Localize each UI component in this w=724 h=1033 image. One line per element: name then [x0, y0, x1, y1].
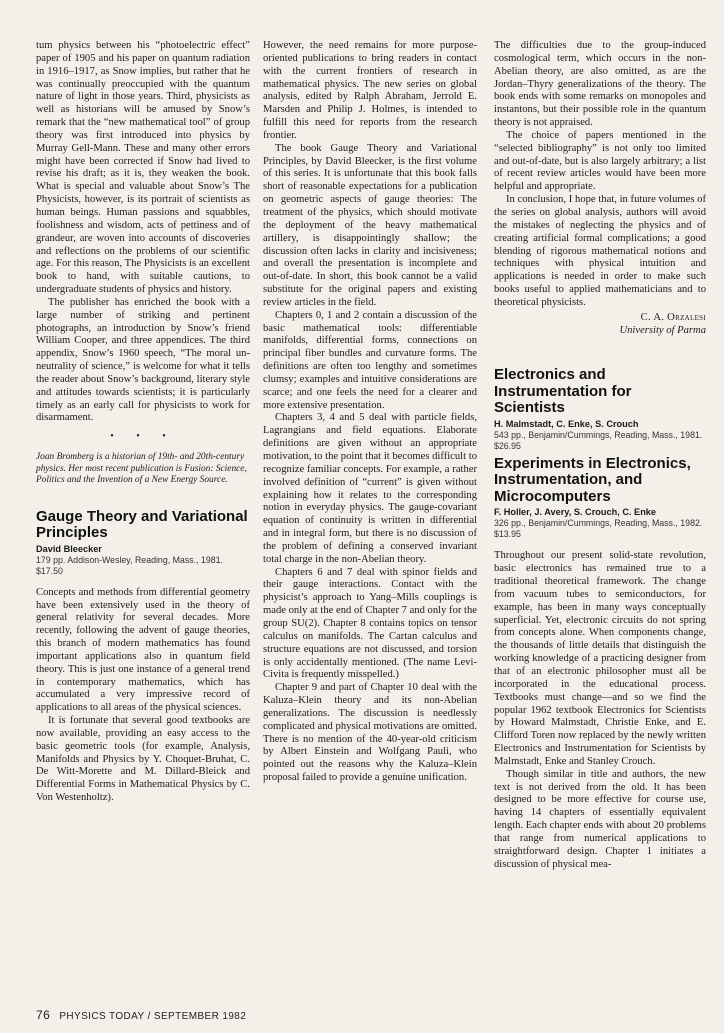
- book-publication-info: 326 pp., Benjamin/Cummings, Reading, Mass., 1982. $13.95: [494, 518, 703, 540]
- column-2: [263, 40, 477, 785]
- book-authors: H. Malmstadt, C. Enke, S. Crouch: [494, 418, 639, 429]
- paragraph: Chapters 6 and 7 deal with spinor fields and their gauge interactions. Contact with the physicist’s approach to Yang–Mills couplings is made only at the end of Chapter 7 and only for the group SU(2). Chapter 8 contains topics on tensor calculus on manifolds. The Cartan calculus and structure equations are not discussed, and torsion is only accidentally mentioned. (The name Levi-Civita is frequently misspelled.): [263, 566, 477, 681]
- page-number: 76: [36, 1008, 51, 1022]
- book-authors: F. Holler, J. Avery, S. Crouch, C. Enke: [494, 507, 657, 518]
- reviewer-name: C. A. Orzalesi: [640, 311, 706, 323]
- paragraph: The publisher has enriched the book with a large number of striking and pertinent photographs, an introduction by Snow’s friend William Cooper, and three appendices. The third appendix, Snow’s 1960 speech, “The moral un-neutrality of science,” is welcome for what it tells the reader about Snow’s background, literary style and attitudes towards scientists; it is particularly timely as an early call for physicists to work for disarmament.: [36, 296, 250, 424]
- paragraph: tum physics between his “photoelectric effect” paper of 1905 and his paper on quantum radiation in 1916–1917, as Snow implies, but rather that he was continually preoccupied with the quantum nature of light in those years. Third, physicists as well as historians will be amused by Snow’s remark that the “new mathematical tool” of group theory was first introduced into physics by Murray Gell-Mann. These and many other errors might have been corrected if Snow had lived to revise his draft; as it is, they weaken the book. What is special and valuable about Snow’s The Physicists, however, is its portrait of scientists as human beings. Human passions and squabbles, foolishness and wisdom, acts of pettiness and of grandeur, are woven into accounts of discoveries and reflections on the problems of our scientific age. For this reason, The Physicists is an excellent book to hand, with suitable cautions, to undergraduate students of physics and history.: [36, 40, 250, 296]
- paragraph: Though similar in title and authors, the new text is not derived from the old. It has been designed to be more effective for course use, having 14 chapters of essentially equivalent length. Each chapter ends with about 20 problems that range from numerical applications to straightforward design. Chapter 1 initiates a discussion of physical mea-: [494, 768, 706, 870]
- paragraph: The difficulties due to the group-induced cosmological term, which occurs in the non-Abelian theory, are also omitted, as are the Jordan–Thyry generalizations of the theory. The book ends with some remarks on monopoles and instantons, but their possible role in the quantum theory is not appraised.: [494, 40, 706, 129]
- paragraph: Concepts and methods from differential geometry have been extensively used in the theory of general relativity for several decades. More recently, following the advent of gauge theories, this branch of modern mathematics has found important applications also in quantum field theory. This is just one instance of a general trend in contemporary mathematics, which has accumulated a very impressive record of applications to all areas of the physical sciences.: [36, 586, 250, 714]
- column-3: [494, 40, 706, 872]
- paragraph: The choice of papers mentioned in the “selected bibliography” is not only too limited and out-of-date, but is also largely arbitrary; a list of recent review articles would have been more helpful and appropriate.: [494, 129, 706, 193]
- review-author: David Bleecker: [36, 543, 102, 554]
- paragraph: It is fortunate that several good textbooks are now available, providing an easy access to the basic geometric tools (for example, Analysis, Manifolds and Physics by Y. Choquet-Bruhat, C. De Witt-Morette and M. Dillard-Bleick and Differential Forms in Mathematical Physics by C. Von Westenholtz).: [36, 715, 250, 804]
- reviewer-affiliation: University of Parma: [619, 324, 706, 336]
- journal-issue: PHYSICS TODAY / SEPTEMBER 1982: [59, 1011, 247, 1022]
- book-title: Experiments in Electronics, Instrumentation, and Microcomputers: [494, 454, 691, 505]
- paragraph: Throughout our present solid-state revolution, basic electronics has remained true to a traditional theoretical framework. The change from vacuum tubes to semiconductors, for example, has been in many ways conceptually superficial. Yet, electronic circuits do not spring from concepts alone. When components change, the thousands of little details that distinguish the working knowledge of a practicing designer from that of an electronic philosopher must all be incorporated in the educational process. Textbooks must change—and so we find the popular 1962 textbook Electronics for Scientists by Howard Malmstadt, Christie Enke, and E. Clifford Toren now replaced by the newly written Electronics and Instrumentation for Scientists by Malmstadt, Enke and Stanley Crouch.: [494, 550, 706, 767]
- page-footer: [36, 1008, 246, 1022]
- paragraph: However, the need remains for more purpose-oriented publications to bring readers in contact with the current frontiers of research in mathematical physics. The new series on global analysis, edited by Ralph Abraham, Jerrold E. Marsden and Philip J. Holmes, is intended to fulfill this need for reports from the research frontier.: [263, 40, 477, 141]
- book-title: Electronics and Instrumentation for Scientists: [494, 366, 632, 417]
- column-1: [36, 40, 250, 805]
- paragraph: In conclusion, I hope that, in future volumes of the series on global analysis, authors will avoid the mistakes of neglecting the physics and of creating artificial formal complications; a good blending of rigorous mathematical notions and techniques with physical intuition and applications is needed in order to make such books useful to applied mathematicians and to theoretical physicists.: [494, 194, 706, 308]
- section-divider: • • •: [110, 431, 176, 443]
- book-publication-info: 543 pp., Benjamin/Cummings, Reading, Mass., 1981. $26.95: [494, 429, 703, 451]
- review-title: Gauge Theory and Variational Principles: [36, 507, 248, 542]
- paragraph: Chapters 3, 4 and 5 deal with particle fields, Lagrangians and field equations. Elaborate definitions are given without an appropriate motivation, to the point that it becomes difficult to recognize familiar concepts. For example, a rather involved definition of “current” is given without explaining how it relates to the corresponding notion in everyday physics. The gauge-covariant equation of continuity is written in differential and in integral form, but there is no discussion of the problem of defining a conserved invariant total charge in the non-Abelian theory.: [263, 412, 477, 565]
- review-publication-info: 179 pp. Addison-Wesley, Reading, Mass., 1981. $17.50: [36, 554, 223, 576]
- paragraph: Chapter 9 and part of Chapter 10 deal with the Kaluza–Klein theory and its non-Abelian generalizations. The discussion is needlessly complicated and physical motivations are omitted. There is no mention of the 40-year-old criticism by Albert Einstein and Wolfgang Pauli, who pointed out the reasons why the Kaluza–Klein proposal failed to provide a genuine unification.: [263, 682, 477, 784]
- paragraph: The book Gauge Theory and Variational Principles, by David Bleecker, is the first volume of this series. It is unfortunate that this book falls short of reasonable expectations for a publication on geometric aspects of gauge theories: The treatment of the physics, which should motivate the deployment of the heavy mathematical artillery, is disappointingly shallow; the discussion often lacks in clarity and incisiveness; and overall the presentation is incomplete and out-of-date. In short, this book cannot be a valid substitute for the original papers and existing review articles in the field.: [263, 142, 477, 308]
- paragraph: Chapters 0, 1 and 2 contain a discussion of the basic mathematical tools: differentiable manifolds, differential forms, connections on principal fiber bundles and curvature forms. The definitions are often too lengthy and sometimes clumsy; examples and intuitive considerations are scarce; and one feels the need for a clearer and more extensive presentation.: [263, 309, 477, 411]
- reviewer-bio: Joan Bromberg is a historian of 19th- and 20th-century physics. Her most recent publication is Fusion: Science, Politics and the Invention of a New Energy Source.: [36, 452, 247, 486]
- reviewer-signature: [494, 312, 706, 338]
